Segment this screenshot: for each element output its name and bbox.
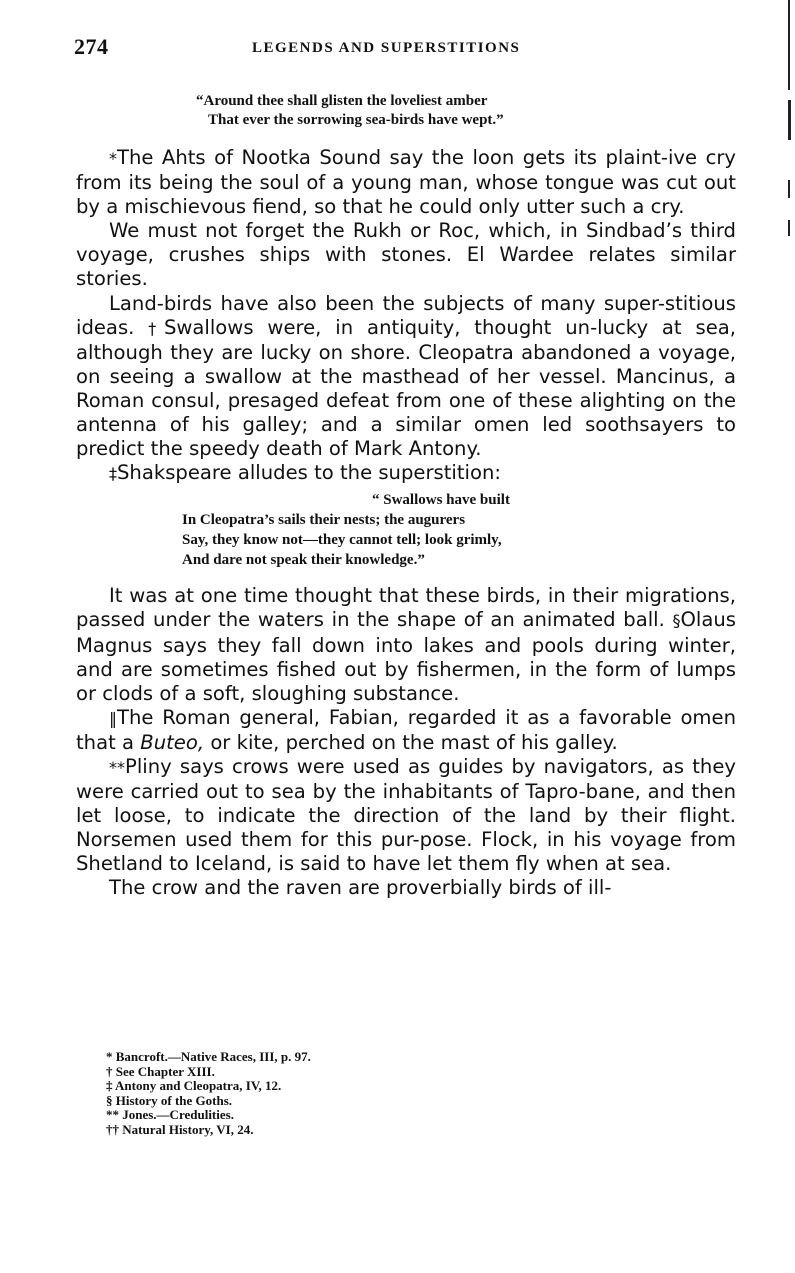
paragraph (76, 584, 736, 705)
page-header (74, 34, 738, 64)
paragraph-text: We must not forget the Rukh or Roc, which, in Sindbad’s third voyage, crushes ships with stones. El Wardee relates similar stories. (76, 219, 736, 291)
paragraph (76, 876, 736, 900)
paragraph (76, 146, 736, 219)
epigraph-line: That ever the sorrowing sea-birds have wept.” (208, 112, 504, 128)
footnote-mark: ‡ (109, 464, 117, 484)
paragraph (76, 755, 736, 876)
verse-quote (76, 490, 736, 570)
footnote: ‡ Antony and Cleopatra, IV, 12. (106, 1078, 282, 1093)
footnote: †† Natural History, VI, 24. (106, 1121, 254, 1137)
epigraph (196, 92, 504, 130)
paragraph-text: The Ahts of Nootka Sound say the loon gets its plaint-ive cry from its being the soul of a young man, whose tongue was cut out by a mischievous fiend, so that he could only utter such a cry. (76, 146, 736, 219)
footnote: ** Jones.—Credulities. (106, 1107, 234, 1122)
paragraph-text: The Roman general, Fabian, regarded it as a favorable omen that a (76, 705, 736, 754)
footnote: § History of the Goths. (106, 1092, 233, 1108)
paragraph (76, 219, 736, 291)
page-number: 274 (74, 34, 109, 59)
italic-term: Buteo, (140, 730, 205, 754)
footnote-mark: ‖ (109, 708, 117, 728)
page-edge-line (788, 220, 790, 236)
paragraph-text: Pliny says crows were used as guides by navigators, as they were carried out to sea by the inhabitants of Tapro-bane, and then let loose, to indicate the direction of the land by their flight. Norsemen used them for this pur-pose. Flock, in his voyage from Shetland to Iceland, is said to have let them fly when at sea. (76, 754, 736, 876)
footnote-mark: † (148, 318, 164, 338)
paragraph-text: The crow and the raven are proverbially birds of ill- (109, 876, 612, 900)
verse-line: And dare not speak their knowledge.” (182, 552, 425, 569)
paragraph-text: Olaus Magnus says they fall down into lakes and pools during winter, and are sometimes fished out by fishermen, in the form of lumps or clods of a soft, sloughing substance. (76, 608, 736, 705)
paragraph-text: Shakspeare alludes to the superstition: (117, 461, 501, 485)
footnotes (106, 1050, 311, 1137)
running-head: LEGENDS AND SUPERSTITIONS (252, 40, 521, 56)
paragraph-text: Land-birds have also been the subjects of many super-stitious ideas. (76, 291, 736, 339)
footnote-mark: § (672, 611, 681, 631)
epigraph-line: “Around thee shall glisten the loveliest amber (196, 93, 488, 109)
paragraph-text: Swallows were, in antiquity, thought un-lucky at sea, although they are lucky on shore. Cleopatra abandoned a voyage, on seeing a swallow at the masthead of her vessel. Mancinus, a Roman consul, presaged defeat from one of these alighting on the antenna of his galley; and a similar omen led soothsayers to predict the speedy death of Mark Antony. (76, 315, 737, 461)
body-text (76, 146, 736, 901)
page-edge-line (788, 100, 791, 140)
footnote-mark: * (109, 149, 117, 168)
footnote: † See Chapter XIII. (106, 1063, 215, 1079)
footnote: * Bancroft.—Native Races, III, p. 97. (106, 1049, 311, 1064)
paragraph (76, 292, 736, 462)
paragraph-text: or kite, perched on the mast of his galley. (204, 730, 618, 754)
page-edge-line (788, 0, 790, 90)
paragraph (76, 461, 736, 486)
verse-line: In Cleopatra’s sails their nests; the augurers (182, 512, 466, 529)
footnote-mark: ** (109, 757, 125, 777)
paragraph (76, 706, 736, 755)
page-edge-line (788, 180, 790, 198)
paragraph-text: It was at one time thought that these birds, in their migrations, passed under the waters in the shape of an animated ball. (76, 584, 736, 632)
verse-line: Say, they know not—they cannot tell; look grimly, (182, 532, 502, 549)
verse-line: “ Swallows have built (372, 492, 510, 509)
